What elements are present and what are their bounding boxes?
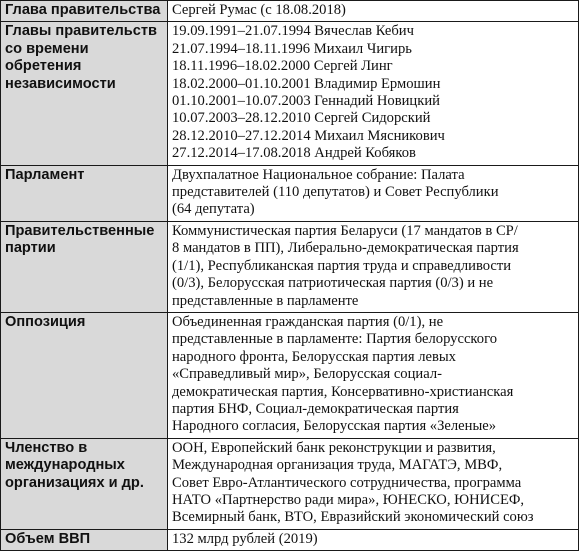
value-line: представленные в парламенте: Партия белорусского	[172, 331, 497, 348]
value-line: «Справедливый мир», Белорусская социал-	[172, 366, 442, 383]
table-row-membership	[1, 438, 579, 529]
row-value	[168, 312, 579, 438]
table-row-government-parties	[1, 221, 579, 312]
value-line: Сергей Румас (с 18.08.2018)	[172, 2, 346, 18]
row-label: Главы правительств со времени обретения независимости	[1, 22, 168, 165]
value-line: Народного согласия, Белорусская партия «Зеленые»	[172, 418, 497, 435]
value-line: 8 мандатов в ПП), Либерально-демократическая партия	[172, 240, 519, 257]
row-value	[168, 1, 579, 22]
value-line: 18.11.1996–18.02.2000 Сергей Линг	[172, 58, 393, 75]
value-line: 27.12.2014–17.08.2018 Андрей Кобяков	[172, 145, 416, 162]
row-label: Глава правительства	[1, 1, 168, 22]
table-row-opposition	[1, 312, 579, 438]
row-value	[168, 529, 579, 550]
row-value	[168, 221, 579, 312]
row-value	[168, 438, 579, 529]
row-label: Парламент	[1, 165, 168, 221]
value-line: представителей (110 депутатов) и Совет Республики	[172, 184, 499, 201]
value-line: представленные в парламенте	[172, 292, 359, 309]
value-line: демократическая партия, Консервативно-христианская	[172, 383, 514, 400]
value-line: (1/1), Республиканская партия труда и справедливости	[172, 257, 512, 274]
table-row-gdp	[1, 529, 579, 550]
value-line: Совет Евро-Атлантического сотрудничества, программа	[172, 474, 522, 491]
value-line: 19.09.1991–21.07.1994 Вячеслав Кебич	[172, 23, 414, 40]
value-line: (0/3), Белорусская патриотическая партия (0/3) и не	[172, 275, 494, 292]
value-line: Двухпалатное Национальное собрание: Палата	[172, 166, 465, 183]
table-row-former-heads	[1, 22, 579, 165]
value-line: Всемирный банк, ВТО, Евразийский экономический союз	[172, 509, 534, 526]
row-value	[168, 22, 579, 165]
row-label: Оппозиция	[1, 312, 168, 438]
value-line: ООН, Европейский банк реконструкции и развития,	[172, 439, 496, 456]
value-line: 01.10.2001–10.07.2003 Геннадий Новицкий	[172, 93, 440, 110]
value-line: 18.02.2000–01.10.2001 Владимир Ермошин	[172, 75, 441, 92]
value-line: партия БНФ, Социал-демократическая партия	[172, 400, 459, 417]
row-value	[168, 165, 579, 221]
row-label: Объем ВВП	[1, 529, 168, 550]
value-line: 132 млрд рублей (2019)	[172, 530, 318, 547]
table-row-parliament	[1, 165, 579, 221]
row-label: Членство в международных организациях и др.	[1, 438, 168, 529]
value-line: (64 депутата)	[172, 201, 255, 218]
table-row-head-of-government	[1, 1, 579, 22]
value-line: 21.07.1994–18.11.1996 Михаил Чигирь	[172, 40, 412, 57]
value-line: Объединенная гражданская партия (0/1), не	[172, 313, 444, 330]
value-line: народного фронта, Белорусская партия левых	[172, 348, 456, 365]
value-line: Международная организация труда, МАГАТЭ, МВФ,	[172, 457, 503, 474]
value-line: 28.12.2010–27.12.2014 Михаил Мясникович	[172, 127, 445, 144]
value-line: Коммунистическая партия Беларуси (17 мандатов в СР/	[172, 222, 518, 239]
value-line: 10.07.2003–28.12.2010 Сергей Сидорский	[172, 110, 431, 127]
row-label: Правительственные партии	[1, 221, 168, 312]
value-line: НАТО «Партнерство ради мира», ЮНЕСКО, ЮНИСЕФ,	[172, 491, 525, 508]
